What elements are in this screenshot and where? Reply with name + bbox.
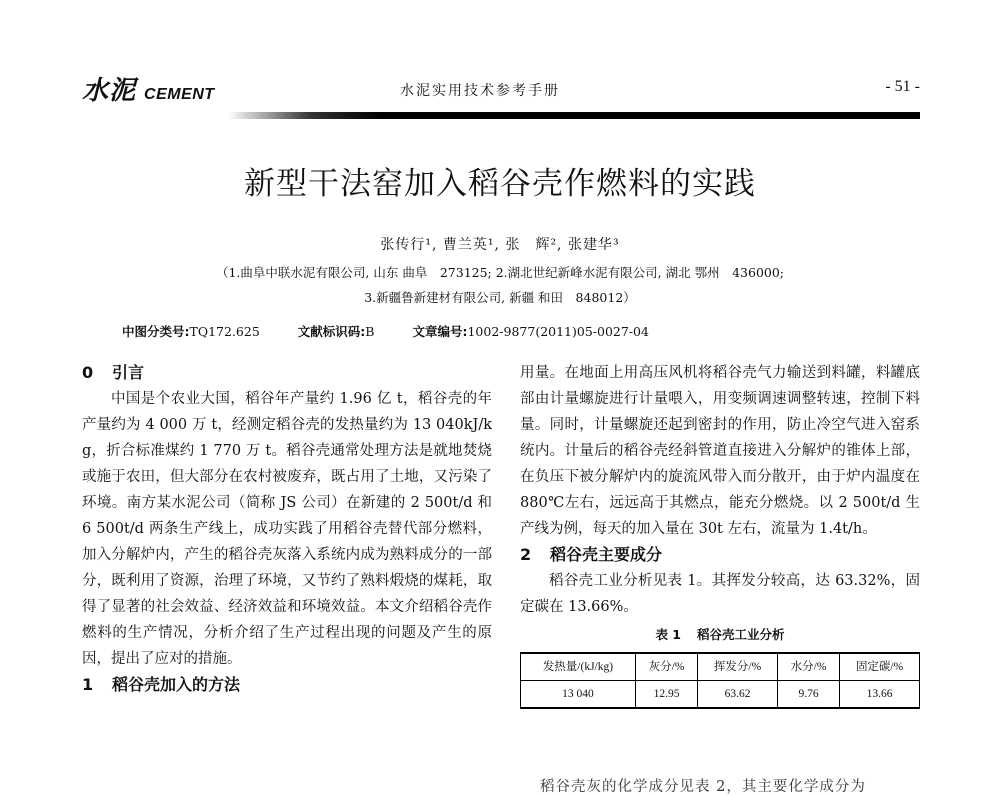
affiliation-line-2: 3.新疆鲁新建材有限公司, 新疆 和田 848012） [364, 290, 636, 305]
table-cell: 13 040 [521, 681, 636, 709]
page-header [0, 0, 1000, 130]
table-header-cell: 固定碳/% [840, 653, 920, 681]
journal-logo [82, 70, 215, 107]
table-caption [520, 622, 920, 648]
left-column [82, 360, 492, 698]
doc-code-value: B [365, 324, 375, 339]
article-title: 新型干法窑加入稻谷壳作燃料的实践 [244, 166, 756, 202]
article-id-value: 1002-9877(2011)05-0027-04 [467, 324, 649, 339]
page-number: - 51 - [885, 78, 920, 95]
right-column [520, 360, 920, 709]
journal-title: 水泥实用技术参考手册 [400, 83, 560, 99]
intro-paragraph: 中国是个农业大国，稻谷年产量约 1.96 亿 t，稻谷壳的年产量约为 4 000 万 t，经测定稻谷壳的发热量约为 13 040kJ/kg，折合标准煤约 1 770 万 t。稻谷壳通常处理方法是就地焚烧或施于农田，但大部分在农村被废弃，既占用了土地，又污染了环境。南方某水泥公司（简称 JS 公司）在新建的 2 500t/d 和 6 500t/d 两条生产线上，成功实践了用稻谷壳替代部分燃料，加入分解炉内，产生的稻谷壳灰落入系统内成为熟料成分的一部分，既利用了资源，治理了环境，又节约了熟料煅烧的煤耗，取得了显著的社会效益、经济效益和环境效益。本文介绍稻谷壳作燃料的生产情况，分析介绍了生产过程出现的问题及产生的原因，提出了应对的措施。 [82, 391, 492, 667]
cut-off-text-line: 稻谷壳灰的化学成分见表 2，其主要化学成分为 [540, 779, 866, 795]
logo-english: CEMENT [144, 86, 215, 103]
industrial-analysis-table [520, 652, 920, 709]
logo-chinese: 水泥 [82, 76, 137, 106]
header-rule [228, 112, 920, 119]
table-header-cell: 发热量/(kJ/kg) [521, 653, 636, 681]
section-heading-composition [520, 542, 920, 568]
table-cell: 9.76 [777, 681, 839, 709]
clc-value: TQ172.625 [189, 324, 260, 339]
composition-paragraph: 稻谷壳工业分析见表 1。其挥发分较高，达 63.32%，固定碳在 13.66%。 [520, 573, 920, 615]
section-heading-method [82, 672, 492, 698]
author-list: 张传行¹, 曹兰英¹, 张 辉², 张建华³ [380, 237, 620, 253]
table-header-row [521, 653, 920, 681]
table-cell: 63.62 [698, 681, 778, 709]
table-caption-title: 稻谷壳工业分析 [697, 627, 785, 642]
doc-code-label: 文献标识码: [297, 324, 366, 339]
section-number: 1 [82, 675, 94, 694]
table-cell: 12.95 [635, 681, 697, 709]
clc-label: 中图分类号: [122, 324, 190, 339]
article-id-label: 文章编号: [412, 324, 468, 339]
table-cell: 13.66 [840, 681, 920, 709]
table-header-cell: 水分/% [777, 653, 839, 681]
section-title: 引言 [112, 363, 145, 382]
section-number: 2 [520, 545, 532, 564]
method-paragraph: 用量。在地面上用高压风机将稻谷壳气力输送到料罐，料罐底部由计量螺旋进行计量喂入，用变频调速调整转速，控制下料量。同时，计量螺旋还起到密封的作用，防止冷空气进入窑系统内。计量后的稻谷壳经斜管道直接进入分解炉的锥体上部，在负压下被分解炉内的旋流风带入而分散开，由于炉内温度在 880℃左右，远远高于其燃点，能充分燃烧。以 2 500t/d 生产线为例，每天的加入量在 30t 左右，流量为 1.4t/h。 [520, 365, 920, 537]
section-title: 稻谷壳主要成分 [550, 545, 663, 564]
table-header-cell: 挥发分/% [698, 653, 778, 681]
classification-line [122, 322, 649, 340]
table-header-cell: 灰分/% [635, 653, 697, 681]
section-number: 0 [82, 363, 94, 382]
section-title: 稻谷壳加入的方法 [112, 675, 241, 694]
section-heading-intro [82, 360, 492, 386]
table-row [521, 681, 920, 709]
table-caption-number: 表 1 [655, 627, 682, 642]
affiliation-line-1: （1.曲阜中联水泥有限公司, 山东 曲阜 273125; 2.湖北世纪新峰水泥有限公司, 湖北 鄂州 436000; [215, 265, 785, 280]
